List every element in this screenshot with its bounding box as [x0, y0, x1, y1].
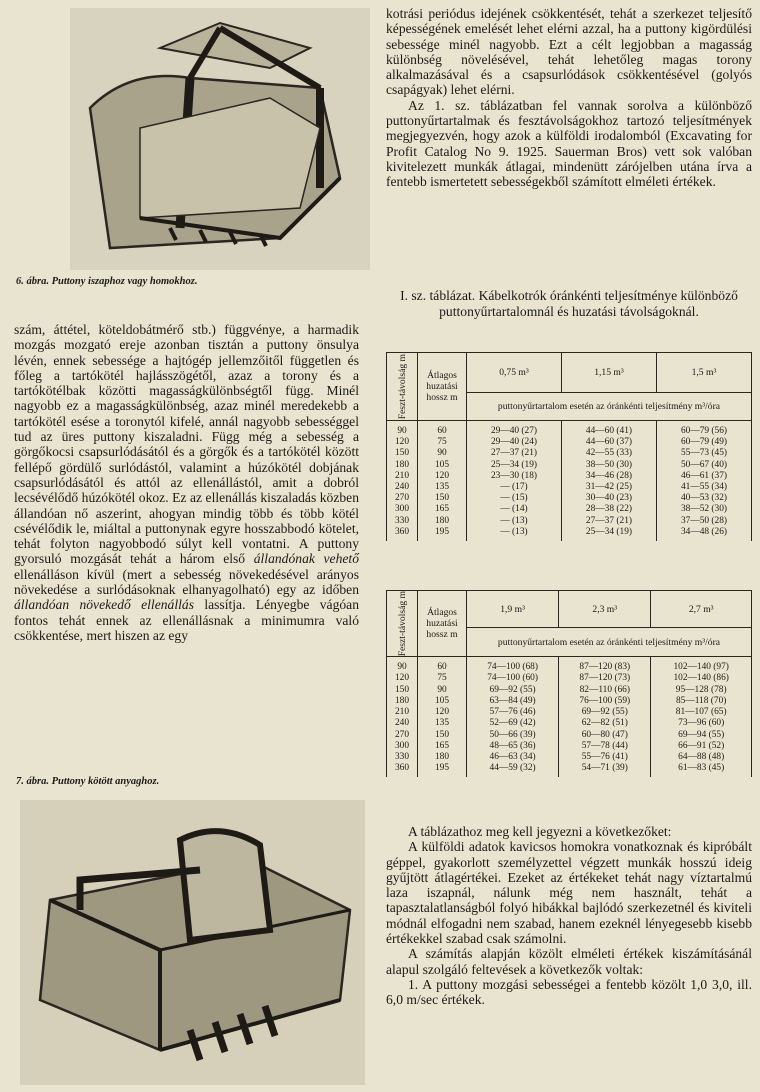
- table-cell: 165: [418, 741, 467, 752]
- table-cell: 25—34 (19): [467, 460, 562, 471]
- table-cell: 44—59 (32): [467, 763, 559, 777]
- table-1: [386, 352, 752, 541]
- table-cell: 120: [387, 437, 418, 448]
- table-cell: — (17): [467, 482, 562, 493]
- col-header-span: [387, 591, 418, 657]
- bucket-sludge-illustration: [70, 8, 370, 270]
- table-cell: 38—52 (30): [656, 504, 751, 515]
- table-cell: 165: [418, 504, 467, 515]
- table-cell: 300: [387, 741, 418, 752]
- table-cell: — (13): [467, 516, 562, 527]
- table-row: [387, 460, 752, 471]
- table-1-body: [387, 421, 752, 542]
- table-row: [387, 493, 752, 504]
- right-paragraph-6: 1. A puttony mozgási sebességei a fentebb közölt 1,0 3,0, ill. 6,0 m/sec értékek.: [386, 976, 752, 1008]
- table-cell: 90: [387, 657, 418, 674]
- table-cell: 40—53 (32): [656, 493, 751, 504]
- table-cell: 180: [418, 752, 467, 763]
- table-row: [387, 527, 752, 541]
- table-cell: 60: [418, 421, 467, 438]
- left-column-text: [14, 322, 359, 643]
- right-column-notes: [386, 824, 752, 1008]
- left-text-3: lassítja. Lényegbe vágóan fontos tehát ennek az ellenállásnak a minimumra való csökkentése, mert hiszen az egy: [14, 597, 359, 643]
- table-cell: — (13): [467, 527, 562, 541]
- col-header-span-text: Feszt-távolság m: [396, 353, 408, 420]
- capacity-header: 1,5 m³: [656, 353, 751, 393]
- table-cell: 76—100 (59): [559, 696, 651, 707]
- table-cell: 27—37 (21): [561, 516, 656, 527]
- col-header-haul: Átlagos huzatási hossz m: [418, 591, 467, 657]
- table-row: [387, 696, 752, 707]
- table-row: [387, 448, 752, 459]
- table-cell: 69—92 (55): [467, 685, 559, 696]
- figure-6-bucket-drawing: [70, 8, 370, 270]
- right-column-intro: [386, 6, 752, 190]
- table-row: [387, 718, 752, 729]
- table-cell: 82—110 (66): [559, 685, 651, 696]
- table-cell: 50—66 (39): [467, 730, 559, 741]
- table-cell: 34—46 (28): [561, 471, 656, 482]
- table-cell: 87—120 (83): [559, 657, 651, 674]
- table-cell: 360: [387, 527, 418, 541]
- col-header-haul: Átlagos huzatási hossz m: [418, 353, 467, 421]
- right-paragraph-2: Az 1. sz. táblázatban fel vannak sorolva a különböző puttonyűrtartalmak és fesztávolságokhoz tartozó teljesítmények megjegyezvén, hogy azok a külföldi irodalomból (Excavating for Profit Catalog No 9. 1925. Sauerman Bros) vett sok valóban kivitelezett munkák átlagai, mindenütt zárójelben utána írva a fentebb ismertetett sebességekből számított elméleti értékek.: [386, 97, 752, 190]
- table-cell: 55—73 (45): [656, 448, 751, 459]
- table-cell: 66—91 (52): [651, 741, 752, 752]
- table-cell: 240: [387, 718, 418, 729]
- table-row: [387, 741, 752, 752]
- table-row: [387, 730, 752, 741]
- table-cell: 330: [387, 516, 418, 527]
- table-cell: 90: [418, 685, 467, 696]
- table-cell: 87—120 (73): [559, 673, 651, 684]
- table-cell: 120: [418, 471, 467, 482]
- table-cell: 360: [387, 763, 418, 777]
- table-row: [387, 504, 752, 515]
- figure-6-caption: 6. ábra. Puttony iszaphoz vagy homokhoz.: [16, 276, 198, 287]
- table-row: [387, 437, 752, 448]
- table-cell: 29—40 (27): [467, 421, 562, 438]
- right-paragraph-5: A számítás alapján közölt elméleti értékek kiszámításánál alapul szolgáló feltevések a következők voltak:: [386, 946, 752, 977]
- capacity-header: 2,7 m³: [651, 591, 752, 628]
- table-row: [387, 763, 752, 777]
- table-cell: 64—88 (48): [651, 752, 752, 763]
- left-text-2: ellenálláson kívül (mert a sebesség növekedésével arányos növekedése a surlódásoknak elhanyagolható) egy az időben: [14, 566, 359, 598]
- table-cell: 81—107 (65): [651, 707, 752, 718]
- col-header-span: [387, 353, 418, 421]
- table-title: I. sz. táblázat. Kábelkotrók óránkénti teljesítménye különböző puttonyűrtartalomnál és huzatási távolságoknál.: [400, 288, 738, 319]
- table-cell: 270: [387, 493, 418, 504]
- table-cell: 90: [418, 448, 467, 459]
- table-cell: 44—60 (37): [561, 437, 656, 448]
- table-cell: 240: [387, 482, 418, 493]
- table-cell: 42—55 (33): [561, 448, 656, 459]
- table-row: [387, 516, 752, 527]
- figure-7-bucket-drawing: [20, 800, 365, 1085]
- table-cell: 150: [418, 730, 467, 741]
- table-row: [387, 421, 752, 438]
- left-emphasis-2: állandóan növekedő ellenállás: [14, 597, 194, 613]
- bucket-clay-illustration: [20, 800, 365, 1085]
- table-cell: 195: [418, 527, 467, 541]
- table-cell: 75: [418, 437, 467, 448]
- table-cell: 180: [387, 460, 418, 471]
- table-cell: 25—34 (19): [561, 527, 656, 541]
- table-row: [387, 752, 752, 763]
- capacity-header: 2,3 m³: [559, 591, 651, 628]
- table-cell: 34—48 (26): [656, 527, 751, 541]
- table-cell: — (14): [467, 504, 562, 515]
- table-cell: 60: [418, 657, 467, 674]
- table-cell: 46—63 (34): [467, 752, 559, 763]
- table-cell: 57—76 (46): [467, 707, 559, 718]
- table-cell: 30—40 (23): [561, 493, 656, 504]
- table-cell: 74—100 (68): [467, 657, 559, 674]
- table-cell: 60—79 (56): [656, 421, 751, 438]
- table-cell: 180: [387, 696, 418, 707]
- table-cell: 29—40 (24): [467, 437, 562, 448]
- capacity-header: 1,15 m³: [561, 353, 656, 393]
- table-cell: 195: [418, 763, 467, 777]
- table-row: [387, 657, 752, 674]
- table-cell: 90: [387, 421, 418, 438]
- table-cell: 41—55 (34): [656, 482, 751, 493]
- table-cell: 37—50 (28): [656, 516, 751, 527]
- table-row: [387, 707, 752, 718]
- table-cell: 95—128 (78): [651, 685, 752, 696]
- table-cell: 57—78 (44): [559, 741, 651, 752]
- table-row: [387, 673, 752, 684]
- table-cell: 85—118 (70): [651, 696, 752, 707]
- table-cell: 120: [418, 707, 467, 718]
- left-text-1: szám, áttétel, köteldobátmérő stb.) függvénye, a harmadik mozgás mozgató ereje azonban tisztán a puttony önsulya lévén, ennek sebessége a hajtógép jellemzőitől független és főleg a tartókötél hajlásszögétől, azaz a torony és a tartókötélbak közötti magasságkülönbségtől függ. Minél nagyobb ez a magasságkülönbség, azaz minél meredekebb a tartókötél esése a toronytól kifelé, annál nagyobb sebességgel tud az üres puttony kiszaladni. Függ még a sebesség a görgőkocsi csapsurlódásától és a görgők és a tartókötél között fellépő gördülő surlódástól, valamint a húzókötél dobjának csapsurlódásától és attól az ellenállástól, amit a dobról lecsévélődő húzókötél okoz. Ez az ellenállás kiszaladás közben állandóan nő aszerint, ahogyan mindig több és több kötél csévélődik le, miáltal a puttonynak egyre hosszabbodó kötelet, tehát folyton nagyobbodó súlyt kell vontatni. A puttony gyorsuló mozgását tehát a három első: [14, 322, 359, 567]
- right-paragraph-3: A táblázathoz meg kell jegyezni a következőket:: [408, 824, 672, 839]
- subheader-output: puttonyűrtartalom esetén az óránkénti teljesítmény m³/óra: [467, 628, 752, 657]
- table-cell: 23—30 (18): [467, 471, 562, 482]
- table-title-wrap: [386, 288, 752, 319]
- left-paragraph: [14, 322, 359, 643]
- table-cell: 50—67 (40): [656, 460, 751, 471]
- table-row: [387, 471, 752, 482]
- table-cell: 60—80 (47): [559, 730, 651, 741]
- capacity-header: 1,9 m³: [467, 591, 559, 628]
- table-cell: 120: [387, 673, 418, 684]
- table-cell: 75: [418, 673, 467, 684]
- table-2: [386, 590, 752, 777]
- capacity-header: 0,75 m³: [467, 353, 562, 393]
- table-cell: 102—140 (97): [651, 657, 752, 674]
- table-cell: 52—69 (42): [467, 718, 559, 729]
- figure-7-caption-wrap: [14, 776, 359, 787]
- table-cell: 330: [387, 752, 418, 763]
- table-cell: 300: [387, 504, 418, 515]
- table-cell: 31—42 (25): [561, 482, 656, 493]
- table-row: [387, 482, 752, 493]
- table-cell: — (15): [467, 493, 562, 504]
- table-cell: 210: [387, 471, 418, 482]
- table-cell: 28—38 (22): [561, 504, 656, 515]
- table-cell: 54—71 (39): [559, 763, 651, 777]
- subheader-output: puttonyűrtartalom esetén az óránkénti teljesítmény m³/óra: [467, 393, 752, 421]
- figure-7-caption: 7. ábra. Puttony kötött anyaghoz.: [16, 776, 160, 787]
- table-cell: 210: [387, 707, 418, 718]
- left-emphasis-1: állandónak vehető: [253, 551, 359, 567]
- table-cell: 150: [387, 685, 418, 696]
- table-row: [387, 685, 752, 696]
- table-2-body: [387, 657, 752, 778]
- table-cell: 44—60 (41): [561, 421, 656, 438]
- table-cell: 150: [418, 493, 467, 504]
- table-cell: 61—83 (45): [651, 763, 752, 777]
- table-cell: 150: [387, 448, 418, 459]
- table-cell: 38—50 (30): [561, 460, 656, 471]
- table-cell: 105: [418, 460, 467, 471]
- table-cell: 135: [418, 482, 467, 493]
- col-header-span-text: Feszt-távolság m: [396, 591, 408, 657]
- table-cell: 73—96 (60): [651, 718, 752, 729]
- table-cell: 27—37 (21): [467, 448, 562, 459]
- table-cell: 135: [418, 718, 467, 729]
- table-cell: 105: [418, 696, 467, 707]
- table-cell: 60—79 (49): [656, 437, 751, 448]
- table-cell: 63—84 (49): [467, 696, 559, 707]
- table-cell: 69—92 (55): [559, 707, 651, 718]
- right-paragraph-4: A külföldi adatok kavicsos homokra vonatkoznak és kipróbált géppel, gyakorlott személyzettel végzett munkák hosszú ideig gyűjtött átlagértékei. Ezeket az értékeket tehát nagy víztartalmú laza iszapnál, nálunk még nem használt, tehát a tapasztalatlanságból folyó hibákkal bajlódó szerkezetnél és kiviteli módnál elfogadni nem szabad, hanem ezeknél lényegesebb kisebb értékekkel szabad csak számolni.: [386, 839, 752, 947]
- figure-6-caption-wrap: [14, 276, 359, 287]
- table-cell: 180: [418, 516, 467, 527]
- table-cell: 46—61 (37): [656, 471, 751, 482]
- table-cell: 102—140 (86): [651, 673, 752, 684]
- table-cell: 74—100 (60): [467, 673, 559, 684]
- table-cell: 270: [387, 730, 418, 741]
- table-cell: 48—65 (36): [467, 741, 559, 752]
- right-paragraph-1: kotrási periódus idejének csökkentését, tehát a szerkezet teljesítő képességének emelését lehet elérni azzal, ha a puttony kigördülési sebessége minél nagyobb. Ezt a célt legjobban a magasság különbség növelésével, tehát lehetőleg magas torony alkalmazásával és a csapsurlódások csökkentésével (golyós csapágyak) lehet elérni.: [386, 6, 752, 98]
- table-cell: 55—76 (41): [559, 752, 651, 763]
- table-cell: 62—82 (51): [559, 718, 651, 729]
- table-cell: 69—94 (55): [651, 730, 752, 741]
